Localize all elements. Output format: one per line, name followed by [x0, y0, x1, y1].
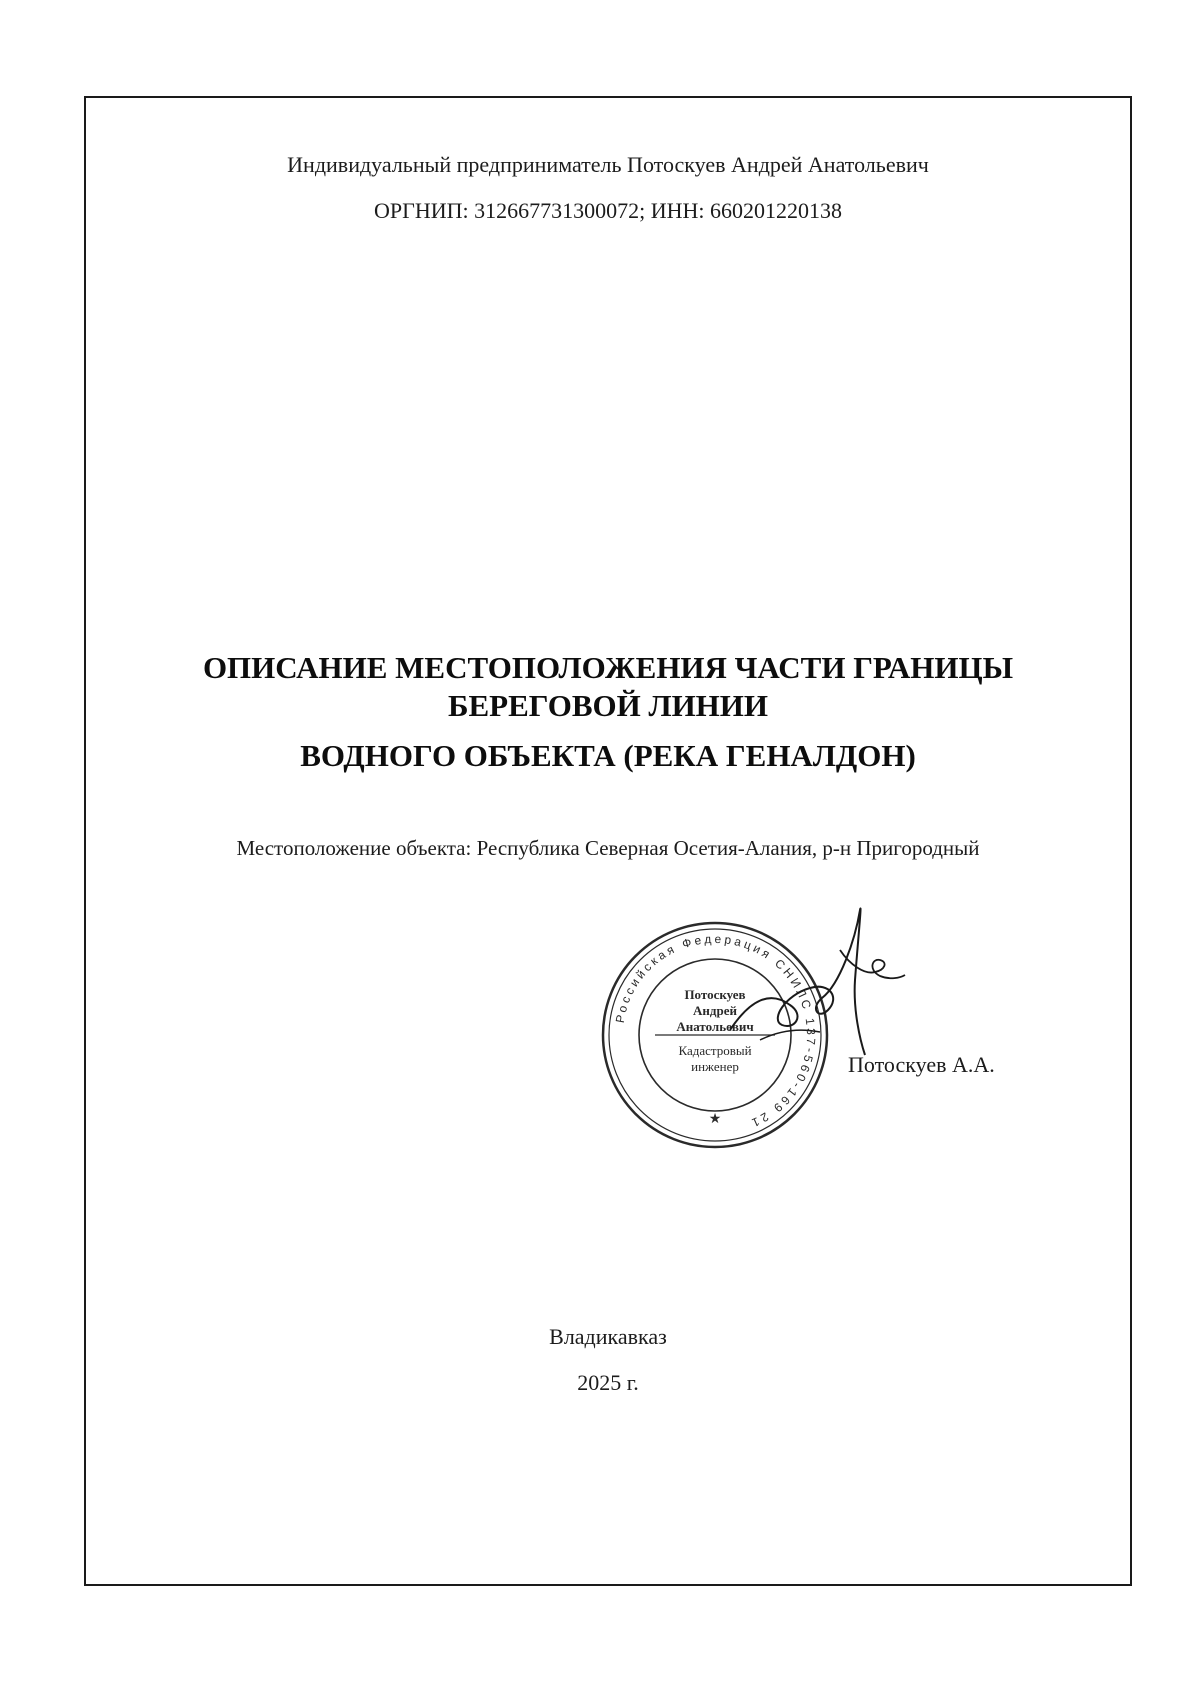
registration-numbers: ОРГНИП: 312667731300072; ИНН: 660201220138 — [373, 198, 842, 223]
city: Владикавказ — [549, 1324, 667, 1349]
svg-text:инженер: инженер — [691, 1059, 739, 1074]
title-line-1: ОПИСАНИЕ МЕСТОПОЛОЖЕНИЯ ЧАСТИ ГРАНИЦЫ — [202, 650, 1014, 685]
title-line-3: ВОДНОГО ОБЪЕКТА (РЕКА ГЕНАЛДОН) — [300, 738, 916, 773]
svg-text:Анатольевич: Анатольевич — [676, 1019, 754, 1034]
svg-text:Андрей: Андрей — [693, 1003, 737, 1018]
handwritten-signature — [690, 880, 950, 1080]
seal-outer-text: Российская Федерация СНИЛС 137-560-169 21 — [612, 931, 819, 1131]
page-border — [84, 96, 1132, 1586]
title-line-2: БЕРЕГОВОЙ ЛИНИИ — [447, 688, 769, 723]
svg-text:Кадастровый: Кадастровый — [678, 1043, 752, 1058]
year: 2025 г. — [577, 1370, 639, 1395]
svg-text:★: ★ — [708, 1110, 722, 1126]
svg-text:Потоскуев: Потоскуев — [684, 987, 746, 1002]
signer-name: Потоскуев А.А. — [848, 1052, 995, 1077]
entrepreneur-name: Индивидуальный предприниматель Потоскуев Андрей Анатольевич — [287, 152, 929, 177]
object-location: Местоположение объекта: Республика Северная Осетия-Алания, р-н Пригородный — [236, 836, 980, 860]
